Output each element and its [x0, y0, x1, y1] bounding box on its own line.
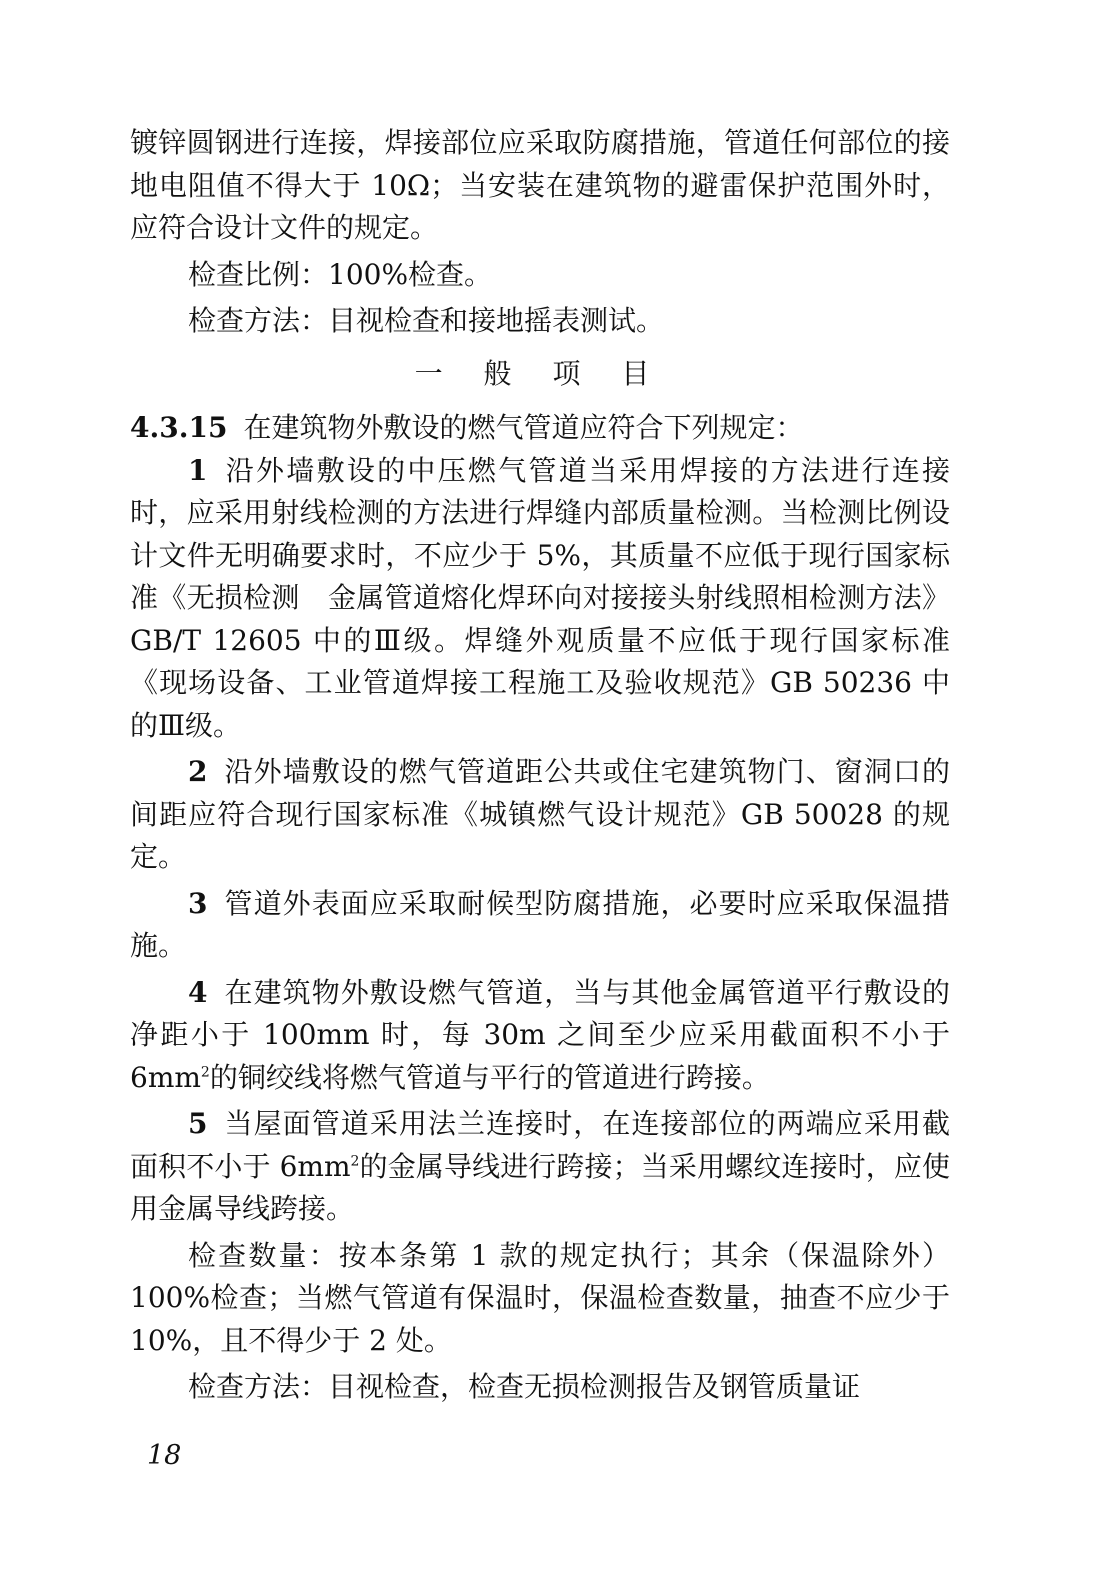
intro-check-ratio: 检查比例：100%检查。 [188, 257, 493, 291]
item-number: 4 [188, 975, 208, 1009]
item-number: 5 [188, 1107, 208, 1140]
item-text: 在建筑物外敷设燃气管道，当与其他金属管道平行敷设的净距小于 100mm 时，每 30m 之间至少应采用截面积不小于 6mm [130, 975, 950, 1094]
superscript: 2 [200, 1064, 210, 1081]
item-number: 3 [188, 886, 208, 920]
page-number: 18 [147, 1440, 182, 1471]
clause-title: 在建筑物外敷设的燃气管道应符合下列规定： [243, 411, 804, 444]
clause-number: 4.3.15 [130, 411, 228, 444]
check-method: 检查方法：目视检查，检查无损检测报告及钢管质量证 [188, 1370, 861, 1403]
clause-item-1 [130, 450, 950, 748]
item-text: 沿外墙敷设的中压燃气管道当采用焊接的方法进行连接时，应采用射线检测的方法进行焊缝内部质量检测。当检测比例设计文件无明确要求时，不应少于 5%，其质量不应低于现行国家标准《无损检测 金属管道熔化焊环向对接接头射线照相检测方法》GB/T 12605 中的Ⅲ级。焊缝外观质量不应低于现行国家标准《现场设备、工业管道焊接工程施工及验收规范》GB 50236 中的Ⅲ级。 [130, 453, 950, 742]
item-text-tail: 的铜绞线将燃气管道与平行的管道进行跨接。 [209, 1060, 770, 1094]
clause-heading [130, 407, 950, 450]
clause-item-4 [130, 972, 950, 1100]
clause-item-2 [130, 751, 950, 879]
page-body [130, 122, 950, 1409]
intro-paragraph: 镀锌圆钢进行连接，焊接部位应采取防腐措施，管道任何部位的接地电阻值不得大于 10Ω；当安装在建筑物的避雷保护范围外时，应符合设计文件的规定。 [130, 126, 950, 244]
item-number: 2 [188, 755, 208, 788]
superscript: 2 [350, 1153, 360, 1170]
clause-item-5 [130, 1103, 950, 1231]
item-number: 1 [188, 453, 208, 487]
clause-item-3 [130, 883, 950, 968]
intro-check-method: 检查方法：目视检查和接地摇表测试。 [188, 304, 665, 337]
item-text: 当屋面管道采用法兰连接时，在连接部位的两端应采用截面积不小于 6mm [130, 1107, 950, 1183]
item-text-tail: 的金属导线进行跨接；当采用螺纹连接时，应使用金属导线跨接。 [130, 1149, 950, 1225]
section-heading: 一 般 项 目 [414, 356, 666, 390]
item-text: 管道外表面应采取耐候型防腐措施，必要时应采取保温措施。 [130, 886, 950, 962]
check-quantity: 检查数量：按本条第 1 款的规定执行；其余（保温除外）100%检查；当燃气管道有保温时，保温检查数量，抽查不应少于 10%，且不得少于 2 处。 [130, 1238, 950, 1357]
item-text: 沿外墙敷设的燃气管道距公共或住宅建筑物门、窗洞口的间距应符合现行国家标准《城镇燃气设计规范》GB 50028 的规定。 [130, 755, 950, 873]
